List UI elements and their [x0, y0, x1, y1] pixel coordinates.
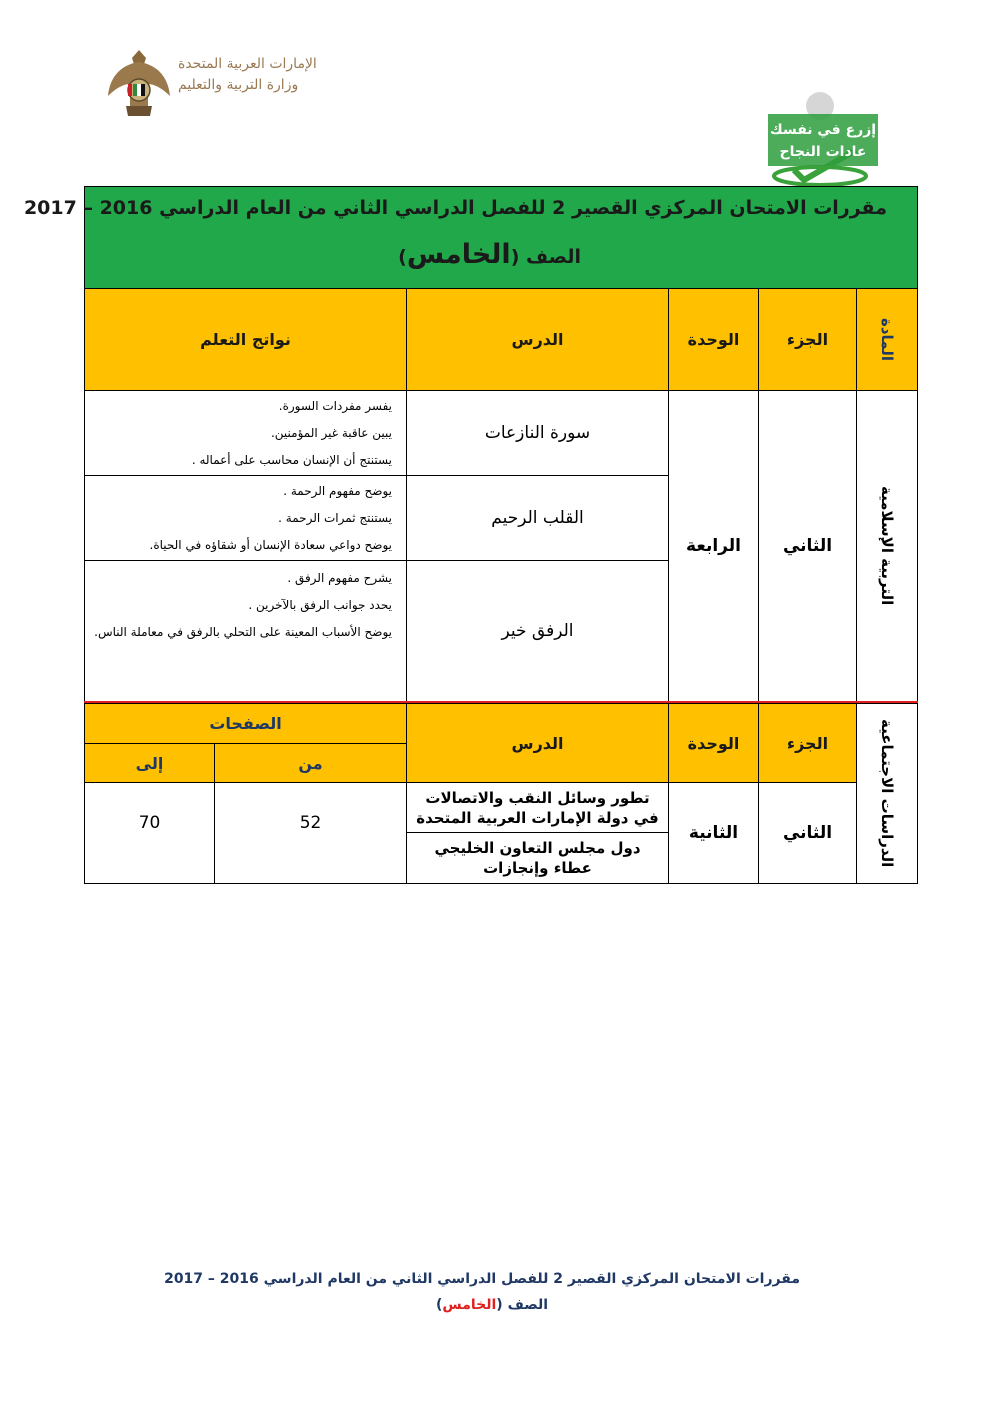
page-from-value: 52: [214, 782, 407, 884]
subject-islamic-education: التربية الإسلامية: [856, 390, 918, 702]
lesson-cell: الرفق خير: [406, 560, 669, 702]
header-to: إلى: [84, 743, 215, 783]
footer-grade-name: الخامس: [442, 1297, 497, 1313]
outcome-item: يوضح الأسباب المعينة على التحلي بالرفق في معاملة الناس.: [94, 625, 392, 639]
outcomes-cell: [84, 390, 407, 476]
lesson-cell: القلب الرحيم: [406, 475, 669, 561]
header-unit: الوحدة: [668, 703, 759, 783]
unit-value: الرابعة: [668, 390, 759, 702]
grade-name: الخامس: [406, 239, 511, 270]
subject-social-studies: الدراسات الاجتماعية: [856, 703, 918, 884]
header-lesson: الدرس: [406, 703, 669, 783]
outcome-item: يوضح دواعي سعادة الإنسان أو شقاؤه في الحياة.: [149, 538, 392, 552]
outcome-item: يفسر مفردات السورة.: [278, 399, 392, 413]
unit-value: الثانية: [668, 782, 759, 884]
lesson-cell: دول مجلس التعاون الخليجي عطاء وإنجازات: [406, 832, 669, 884]
ministry-name-text: وزارة التربية والتعليم: [178, 77, 299, 93]
outcomes-cell: [84, 560, 407, 702]
header-part: الجزء: [758, 288, 857, 391]
badge-line2-text: عادات النجاح: [779, 144, 867, 160]
outcomes-cell: [84, 475, 407, 561]
title-line: مقررات الامتحان المركزي القصير 2 للفصل الدراسي الثاني من العام الدراسي 2016 – 2017: [23, 197, 887, 219]
footer-title: مقررات الامتحان المركزي القصير 2 للفصل الدراسي الثاني من العام الدراسي 2016 – 2017: [164, 1271, 800, 1287]
outcome-item: يحدد جوانب الرفق بالآخرين .: [248, 598, 392, 612]
header-from: من: [214, 743, 407, 783]
header-unit: الوحدة: [668, 288, 759, 391]
grade-line: الصف (الخامس): [398, 239, 581, 270]
footer-grade-prefix: الصف: [507, 1297, 549, 1313]
title-banner: [23, 186, 918, 289]
grade-prefix: الصف: [526, 246, 581, 268]
lesson-cell: سورة النازعات: [406, 390, 669, 476]
outcome-item: يستنتج أن الإنسان محاسب على أعماله .: [191, 453, 392, 467]
success-habits-logo: [760, 84, 898, 188]
uae-falcon-emblem-icon: [104, 44, 174, 120]
part-value: الثاني: [758, 782, 857, 884]
header-pages: الصفحات: [84, 703, 407, 744]
footer-grade: الصف (الخامس): [436, 1297, 549, 1313]
lesson-cell: تطور وسائل النقب والاتصالات في دولة الإمارات العربية المتحدة: [406, 782, 669, 833]
outcome-item: يشرح مفهوم الرفق .: [287, 571, 392, 585]
part-value: الثاني: [758, 390, 857, 702]
header-outcomes: نواتج التعلم: [84, 288, 407, 391]
page-to-value: 70: [84, 782, 215, 884]
ministry-country-text: الإمارات العربية المتحدة: [178, 56, 317, 72]
header-part: الجزء: [758, 703, 857, 783]
header-lesson: الدرس: [406, 288, 669, 391]
badge-line1-text: إزرع في نفسك: [769, 122, 877, 138]
outcome-item: يبين عاقبة غير المؤمنين.: [270, 426, 392, 440]
outcome-item: يوضح مفهوم الرحمة .: [283, 484, 392, 498]
header-subject: المادة: [856, 288, 918, 391]
outcome-item: يستنتج ثمرات الرحمة .: [278, 511, 392, 525]
